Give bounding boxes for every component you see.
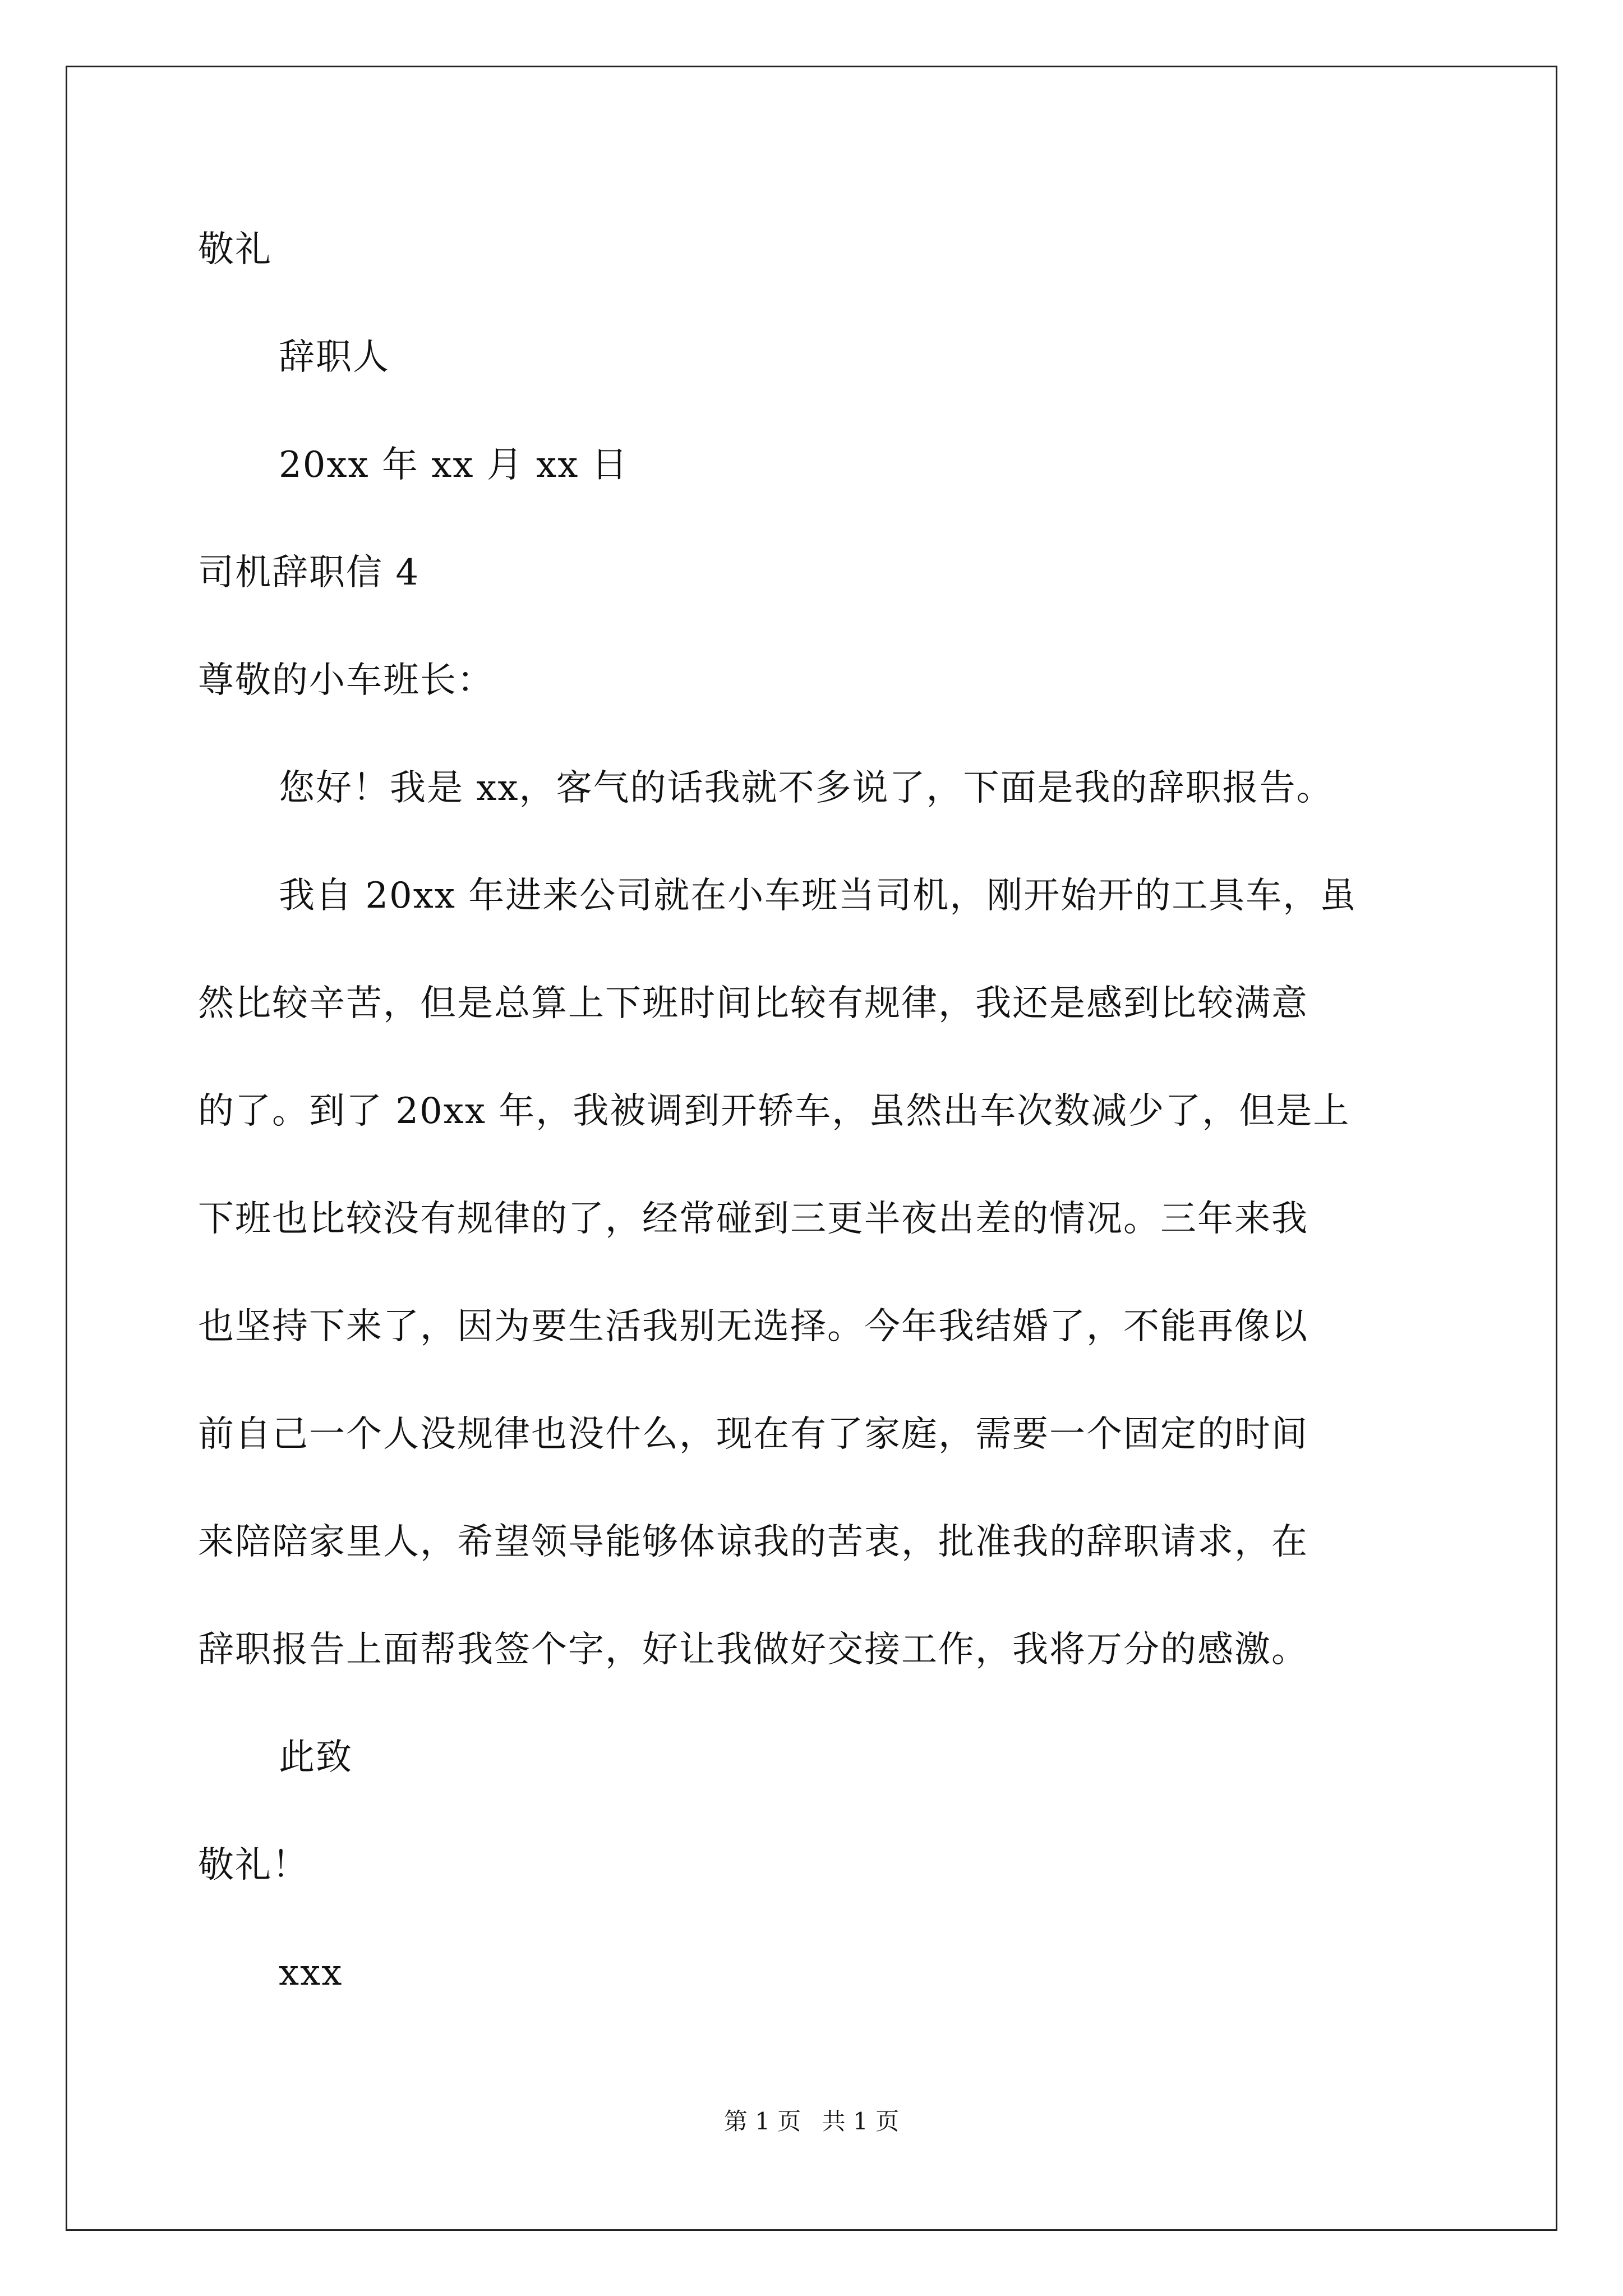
paragraph-main-line-4: 下班也比较没有规律的了，经常碰到三更半夜出差的情况。三年来我 <box>198 1198 1308 1240</box>
page-border <box>66 66 1557 2231</box>
signature-name: xxx <box>279 1952 343 1994</box>
closing-salute-1: 敬礼 <box>198 229 272 270</box>
page-total: 共 1 页 <box>822 2108 900 2135</box>
paragraph-main-line-6: 前自己一个人没规律也没什么，现在有了家庭，需要一个固定的时间 <box>198 1414 1308 1455</box>
paragraph-main-line-3: 的了。到了 20xx 年，我被调到开轿车，虽然出车次数减少了，但是上 <box>198 1091 1350 1132</box>
paragraph-main-line-2: 然比较辛苦，但是总算上下班时间比较有规律，我还是感到比较满意 <box>198 983 1308 1024</box>
letter-title: 司机辞职信 4 <box>198 552 420 593</box>
page-number: 第 1 页 <box>723 2108 801 2135</box>
closing-phrase: 此致 <box>279 1737 353 1778</box>
paragraph-main-line-8: 辞职报告上面帮我签个字，好让我做好交接工作，我将万分的感激。 <box>198 1629 1308 1671</box>
closing-salute-2: 敬礼！ <box>198 1844 309 1886</box>
paragraph-main-line-7: 来陪陪家里人，希望领导能够体谅我的苦衷，批准我的辞职请求，在 <box>198 1521 1308 1563</box>
signature-label-1: 辞职人 <box>279 337 390 378</box>
paragraph-main-line-5: 也坚持下来了，因为要生活我别无选择。今年我结婚了，不能再像以 <box>198 1306 1308 1347</box>
paragraph-intro: 您好！我是 xx，客气的话我就不多说了，下面是我的辞职报告。 <box>279 767 1334 809</box>
paragraph-main-line-1: 我自 20xx 年进来公司就在小车班当司机，刚开始开的工具车，虽 <box>279 875 1357 917</box>
date-line-1: 20xx 年 xx 月 xx 日 <box>279 444 629 486</box>
letter-greeting: 尊敬的小车班长： <box>198 660 494 701</box>
page-footer <box>0 2105 1623 2138</box>
